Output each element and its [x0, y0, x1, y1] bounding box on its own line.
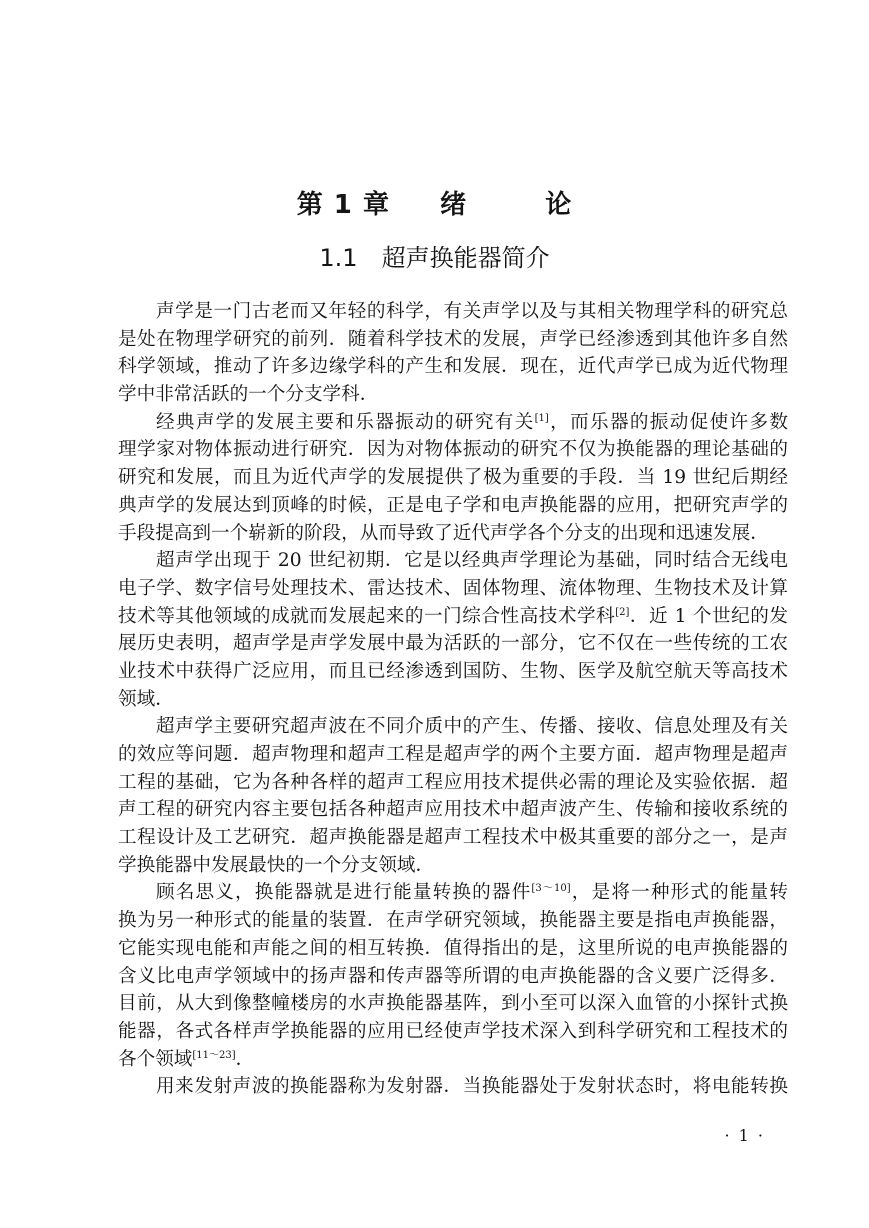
text-line — [118, 492, 788, 520]
text-line — [118, 326, 788, 354]
text-run: 研究和发展，而且为近代声学的发展提供了极为重要的手段．当 19 世纪后期经 — [118, 467, 788, 489]
text-line — [118, 935, 788, 963]
text-line — [118, 630, 788, 658]
text-line — [118, 686, 788, 714]
text-line — [118, 436, 788, 464]
chapter-label: 第 1 章 — [296, 190, 390, 220]
text-line — [118, 963, 788, 991]
text-line — [118, 824, 788, 852]
text-run: 目前，从大到像整幢楼房的水声换能器基阵，到小至可以深入血管的小探针式换 — [118, 993, 788, 1015]
text-run: 理学家对物体振动进行研究．因为对物体振动的研究不仅为换能器的理论基础的 — [118, 439, 788, 461]
text-run: 科学领域，推动了许多边缘学科的产生和发展．现在，近代声学已成为近代物理 — [118, 356, 788, 378]
text-line — [118, 907, 788, 935]
text-line — [118, 547, 788, 575]
chapter-title-char-2: 论 — [545, 190, 573, 220]
text-line — [118, 852, 788, 880]
text-run: ． — [235, 1048, 255, 1070]
text-run: 声工程的研究内容主要包括各种超声应用技术中超声波产生、传输和接收系统的 — [118, 799, 788, 821]
body-text — [118, 298, 788, 1101]
section-heading: 超声换能器简介 — [381, 244, 550, 272]
page-number: · 1 · — [724, 1126, 765, 1145]
text-line — [118, 603, 788, 631]
text-run: 工程的基础，它为各种各样的超声工程应用技术提供必需的理论及实验依据．超 — [118, 771, 788, 793]
text-run: 用来发射声波的换能器称为发射器．当换能器处于发射状态时，将电能转换 — [156, 1076, 788, 1098]
text-line — [118, 520, 788, 548]
text-run: 技术等其他领域的成就而发展起来的一门综合性高技术学科 — [118, 605, 616, 627]
text-run: ，而乐器的振动促使许多数 — [548, 411, 788, 433]
text-run: 顾名思义，换能器就是进行能量转换的器件 — [156, 882, 532, 904]
text-run: 经典声学的发展主要和乐器振动的研究有关 — [156, 411, 535, 433]
text-line — [118, 713, 788, 741]
text-line — [118, 381, 788, 409]
text-run: 含义比电声学领域中的扬声器和传声器等所谓的电声换能器的含义要广泛得多． — [118, 965, 788, 987]
text-run: 能器，各式各样声学换能器的应用已经使声学技术深入到科学研究和工程技术的 — [118, 1020, 788, 1042]
text-run: 工程设计及工艺研究．超声换能器是超声工程技术中极其重要的部分之一，是声 — [118, 827, 788, 849]
text-line — [118, 464, 788, 492]
text-run: 的效应等问题．超声物理和超声工程是超声学的两个主要方面．超声物理是超声 — [118, 744, 788, 765]
text-run: 声学是一门古老而又年轻的科学，有关声学以及与其相关物理学科的研究总 — [156, 301, 788, 322]
text-run: 业技术中获得广泛应用，而且已经渗透到国防、生物、医学及航空航天等高技术 — [118, 660, 788, 682]
text-line — [118, 879, 788, 907]
section-number: 1.1 — [319, 244, 358, 272]
text-run: 电子学、数字信号处理技术、雷达技术、固体物理、流体物理、生物技术及计算 — [118, 577, 788, 599]
text-line — [118, 990, 788, 1018]
text-run: 学换能器中发展最快的一个分支领域． — [118, 854, 435, 876]
text-run: ，是将一种形式的能量转 — [570, 882, 788, 904]
text-line — [118, 741, 788, 769]
text-run: 手段提高到一个崭新的阶段，从而导致了近代声学各个分支的出现和迅速发展． — [118, 522, 769, 544]
chapter-title-char-1: 绪 — [440, 190, 468, 220]
citation-ref: [11～23] — [192, 1049, 236, 1061]
text-line — [118, 1018, 788, 1046]
citation-ref: [1] — [534, 412, 549, 424]
text-run: 超声学出现于 20 世纪初期．它是以经典声学理论为基础，同时结合无线电 — [156, 550, 788, 572]
section-title — [0, 238, 869, 273]
text-line — [118, 575, 788, 603]
text-run: ．近 1 个世纪的发 — [629, 605, 788, 627]
text-run: 换为另一种形式的能量的装置．在声学研究领域，换能器主要是指电声换能器， — [118, 910, 788, 932]
text-line — [118, 298, 788, 326]
citation-ref: [3～10] — [531, 883, 571, 895]
text-line — [118, 1046, 788, 1074]
citation-ref: [2] — [615, 606, 630, 618]
text-line — [118, 1073, 788, 1101]
text-line — [118, 769, 788, 797]
chapter-title — [0, 184, 869, 221]
text-run: 领域． — [118, 688, 174, 710]
text-run: 是处在物理学研究的前列．随着科学技术的发展，声学已经渗透到其他许多自然 — [118, 328, 788, 350]
text-line — [118, 796, 788, 824]
text-line — [118, 353, 788, 381]
text-run: 各个领域 — [118, 1048, 193, 1070]
text-run: 典声学的发展达到顶峰的时候，正是电子学和电声换能器的应用，把研究声学的 — [118, 494, 788, 516]
text-run: 超声学主要研究超声波在不同介质中的产生、传播、接收、信息处理及有关 — [156, 716, 788, 738]
text-line — [118, 409, 788, 437]
text-line — [118, 658, 788, 686]
text-run: 它能实现电能和声能之间的相互转换．值得指出的是，这里所说的电声换能器的 — [118, 937, 788, 959]
text-run: 展历史表明，超声学是声学发展中最为活跃的一部分，它不仅在一些传统的工农 — [118, 633, 788, 655]
text-run: 学中非常活跃的一个分支学科． — [118, 384, 379, 406]
